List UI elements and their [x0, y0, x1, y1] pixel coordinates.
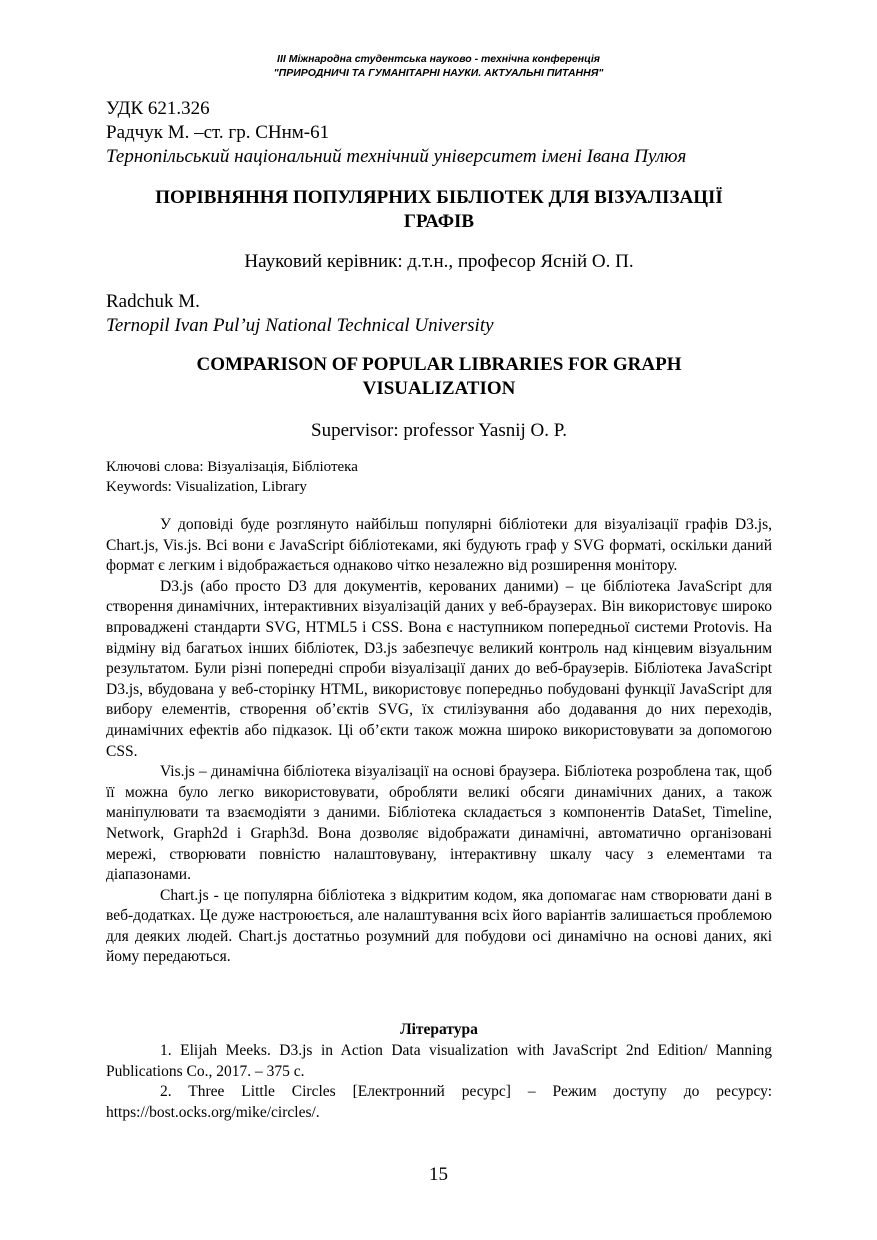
reference-item-1: 1. Elijah Meeks. D3.js in Action Data visualization with JavaScript 2nd Edition/ Manning Publications Co., 2017. – 375 с. [106, 1042, 772, 1080]
udc-code: УДК 621.326 [106, 98, 210, 119]
paragraph-chartjs: Chart.js - це популярна бібліотека з відкритим кодом, яка допомагає нам створювати дані в веб-додатках. Це дуже настроюється, але налаштування всіх його варіантів залишається проблемою для деяких людей. Chart.js достатньо розумний для побудови осі динамічно на основі даних, які йому передаються. [106, 886, 772, 966]
conference-header-line-2: "ПРИРОДНИЧІ ТА ГУМАНІТАРНІ НАУКИ. АКТУАЛЬНІ ПИТАННЯ" [273, 67, 604, 79]
reference-item-2: 2. Three Little Circles [Електронний ресурс] – Режим доступу до ресурсу: https://bost.ocks.org/mike/circles/. [106, 1083, 772, 1121]
title-ua [106, 186, 772, 234]
literature-heading: Література [400, 1021, 478, 1038]
paragraph-visjs: Vis.js – динамічна бібліотека візуалізації на основі браузера. Бібліотека розроблена так, щоб її можна було легко використовувати, обробляти великі обсяги динамічних даних, а також маніпулювати та взаємодіяти з даними. Бібліотека складається з компонентів DataSet, Timeline, Network, Graph2d і Graph3d. Вона дозволяє відображати динамічні, автоматично організовані мережі, створювати повністю налаштовувану, інтерактивну шкалу часу з елементами та діапазонами. [106, 763, 772, 884]
title-ua-line-2: ГРАФІВ [403, 211, 475, 232]
ua-author-block [106, 97, 772, 169]
author-en: Radchuk M. [106, 291, 200, 312]
title-en-line-2: VISUALIZATION [362, 378, 516, 399]
affiliation-ua: Тернопільський національний технічний університет імені Івана Пулюя [106, 146, 687, 167]
title-ua-line-1: ПОРІВНЯННЯ ПОПУЛЯРНИХ БІБЛІОТЕК ДЛЯ ВІЗУАЛІЗАЦІЇ [155, 187, 723, 208]
en-author-block [106, 290, 772, 338]
body-text [106, 515, 772, 968]
affiliation-en: Ternopil Ivan Pul’uj National Technical University [106, 315, 494, 336]
paragraph-d3: D3.js (або просто D3 для документів, керованих даними) – це бібліотека JavaScript для створення динамічних, інтерактивних візуалізацій даних у веб-браузерах. Він використовує широко впроваджені стандарти SVG, HTML5 і CSS. Вона є наступником попередньої системи Protovis. На відміну від багатьох інших бібліотек, D3.js забезпечує великий контроль над кінцевим візуальним результатом. Були різні попередні спроби візуалізації даних до веб-браузерів. Бібліотека JavaScript D3.js, вбудована у веб-сторінку HTML, використовує попередньо побудовані функції JavaScript для вибору елементів, створення об’єктів SVG, їх стилізування або додавання до них переходів, динамічних ефектів або підказок. Ці об’єкти також можна широко використовувати за допомогою CSS. [106, 577, 772, 760]
supervisor-ua: Науковий керівник: д.т.н., професор Ясній О. П. [244, 251, 634, 272]
title-en [106, 353, 772, 401]
page-number: 15 [429, 1164, 448, 1185]
conference-header-line-1: III Міжнародна студентська науково - технічна конференція [277, 53, 600, 65]
reference-list [106, 1041, 772, 1123]
author-ua: Радчук М. –ст. гр. СНнм-61 [106, 122, 330, 143]
keywords-block [106, 457, 772, 497]
supervisor-en: Supervisor: professor Yasnij O. P. [311, 420, 567, 441]
keywords-ua: Ключові слова: Візуалізація, Бібліотека [106, 459, 358, 475]
paragraph-intro: У доповіді буде розглянуто найбільш популярні бібліотеки для візуалізації графів D3.js, Chart.js, Vis.js. Всі вони є JavaScript бібліотеками, які будують граф у SVG форматі, оскільки даний формат є легким і відображається однаково чітко незалежно від розширення монітору. [106, 516, 772, 575]
keywords-en: Keywords: Visualization, Library [106, 479, 307, 495]
title-en-line-1: COMPARISON OF POPULAR LIBRARIES FOR GRAPH [196, 354, 682, 375]
